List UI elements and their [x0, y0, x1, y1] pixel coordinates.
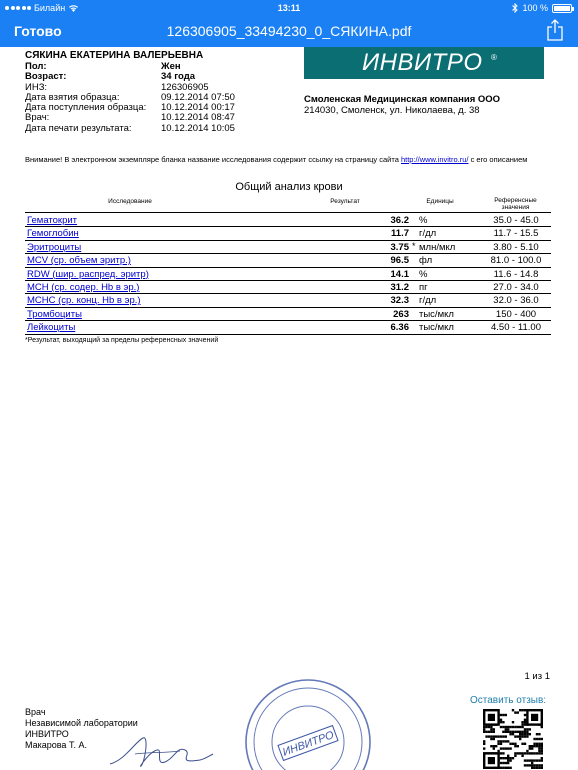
test-name-link[interactable]: Гематокрит: [27, 215, 78, 226]
document-title: 126306905_33494230_0_СЯКИНА.pdf: [166, 23, 412, 39]
test-name-link[interactable]: MCHC (ср. конц. Hb в эр.): [27, 295, 141, 307]
sign-line-1: Врач: [25, 707, 46, 717]
battery-percent: 100 %: [522, 3, 548, 13]
result-unit: г/дл: [419, 295, 437, 307]
result-unit: %: [419, 268, 428, 280]
header-units: Единицы: [426, 198, 454, 205]
result-value: 32.3: [390, 295, 409, 307]
reference-range: 32.0 - 36.0: [493, 295, 539, 307]
status-right: [512, 3, 572, 13]
invitro-logo: [304, 47, 544, 79]
table-row: [25, 294, 551, 307]
patient-field-value: 10.12.2014 10:05: [161, 122, 235, 134]
notice-after: с его описанием: [468, 155, 528, 164]
patient-field-label: Врач:: [25, 112, 50, 124]
table-row: [25, 214, 551, 227]
table-row: [25, 321, 551, 334]
test-name-link[interactable]: Гемоглобин: [27, 228, 79, 240]
qr-code[interactable]: [475, 709, 551, 769]
patient-field-label: Дата поступления образца:: [25, 102, 147, 114]
battery-icon: [552, 4, 572, 13]
reference-range: 81.0 - 100.0: [490, 255, 542, 267]
share-icon[interactable]: [546, 19, 564, 41]
test-name-link[interactable]: MCH (ср. содер. Hb в эр.): [27, 281, 140, 293]
reference-range: 11.6 - 14.8: [493, 268, 539, 280]
patient-field-label: Дата взятия образца:: [25, 91, 120, 103]
patient-field-label: ИНЗ:: [25, 81, 48, 93]
done-button[interactable]: Готово: [14, 23, 62, 39]
table-title: Общий анализ крови: [235, 181, 343, 193]
sign-line-4: Макарова Т. А.: [25, 740, 87, 750]
result-unit: фл: [419, 255, 433, 267]
out-of-range-flag: *: [412, 240, 416, 251]
result-value: 96.5: [390, 255, 409, 267]
patient-field-value: 10.12.2014 00:17: [161, 102, 235, 114]
patient-field-label: Дата печати результата:: [25, 122, 132, 134]
result-value: 11.7: [391, 228, 409, 240]
sign-line-3: ИНВИТРО: [25, 729, 69, 739]
header-test: Исследование: [108, 198, 152, 205]
status-bar: [0, 0, 578, 16]
test-name-link[interactable]: Тромбоциты: [27, 308, 82, 320]
top-bar: [0, 0, 578, 47]
result-value: 31.2: [390, 281, 409, 293]
header-reference-line1: Референсные: [494, 197, 537, 204]
invitro-link[interactable]: http://www.invitro.ru/: [400, 155, 469, 164]
test-name-link[interactable]: RDW (шир. распред. эритр): [27, 268, 149, 280]
reference-range: 35.0 - 45.0: [493, 215, 539, 226]
patient-field-value: Жен: [161, 61, 181, 72]
reference-range: 27.0 - 34.0: [493, 281, 539, 293]
table-header: [25, 197, 551, 213]
pdf-page: [0, 47, 578, 770]
table-row: [25, 308, 551, 321]
result-value: 14.1: [390, 268, 409, 280]
result-unit: пг: [419, 281, 428, 293]
patient-row: [25, 124, 305, 134]
patient-name: СЯКИНА ЕКАТЕРИНА ВАЛЕРЬЕВНА: [25, 50, 204, 61]
patient-field-value: 09.12.2014 07:50: [161, 91, 235, 103]
header-reference: [480, 197, 551, 211]
carrier-name: Билайн: [34, 3, 66, 13]
result-value: 6.36: [390, 322, 409, 334]
results-table: [25, 214, 551, 335]
table-row: [25, 268, 551, 281]
table-row: [25, 254, 551, 267]
logo-registered: ®: [491, 53, 497, 62]
result-value: 36.2: [390, 215, 409, 226]
feedback-label: Оставить отзыв:: [470, 695, 547, 706]
patient-info: [25, 50, 305, 134]
result-unit: тыс/мкл: [419, 308, 454, 320]
patient-field-label: Возраст:: [25, 71, 67, 83]
bluetooth-icon: [512, 3, 518, 13]
patient-field-value: 10.12.2014 08:47: [161, 112, 235, 124]
test-name-link[interactable]: Лейкоциты: [27, 322, 76, 334]
stamp-text: ИНВИТРО: [281, 729, 336, 759]
notice-before: Внимание! В электронном экземпляре бланка название исследования содержит ссылку на страницу сайта: [25, 155, 401, 164]
reference-range: 3.80 - 5.10: [493, 241, 539, 253]
notice-text: [25, 155, 527, 164]
header-reference-line2: значения: [501, 204, 530, 211]
patient-field-label: Пол:: [25, 61, 47, 72]
company-name: Смоленская Медицинская компания ООО: [304, 94, 501, 105]
test-name-link[interactable]: MCV (ср. объем эритр.): [27, 255, 131, 267]
result-unit: млн/мкл: [419, 241, 456, 253]
nav-bar: [0, 16, 578, 47]
clock: 13:11: [277, 3, 301, 13]
patient-field-value: 34 года: [161, 71, 196, 83]
result-value: 263: [393, 308, 409, 320]
table-row: [25, 241, 551, 254]
lab-stamp: [243, 677, 373, 770]
reference-range: 150 - 400: [495, 308, 537, 320]
reference-range: 4.50 - 11.00: [490, 322, 541, 334]
company-block: [304, 94, 500, 116]
table-row: [25, 281, 551, 294]
table-row: [25, 227, 551, 240]
company-address: 214030, Смоленск, ул. Николаева, д. 38: [304, 105, 480, 116]
result-unit: г/дл: [419, 228, 437, 240]
handwritten-signature: [105, 732, 215, 770]
test-name-link[interactable]: Эритроциты: [27, 241, 82, 253]
sign-line-2: Независимой лаборатории: [25, 718, 138, 728]
footnote: *Результат, выходящий за пределы референсных значений: [25, 337, 219, 344]
result-unit: %: [419, 215, 428, 226]
reference-range: 11.7 - 15.5: [493, 228, 539, 240]
header-result: Результат: [330, 198, 360, 205]
result-value: 3.75: [390, 241, 409, 253]
result-unit: тыс/мкл: [419, 322, 454, 334]
patient-field-value: 126306905: [161, 81, 209, 93]
page-number: 1 из 1: [524, 671, 550, 682]
logo-text: ИНВИТРО: [362, 49, 483, 76]
